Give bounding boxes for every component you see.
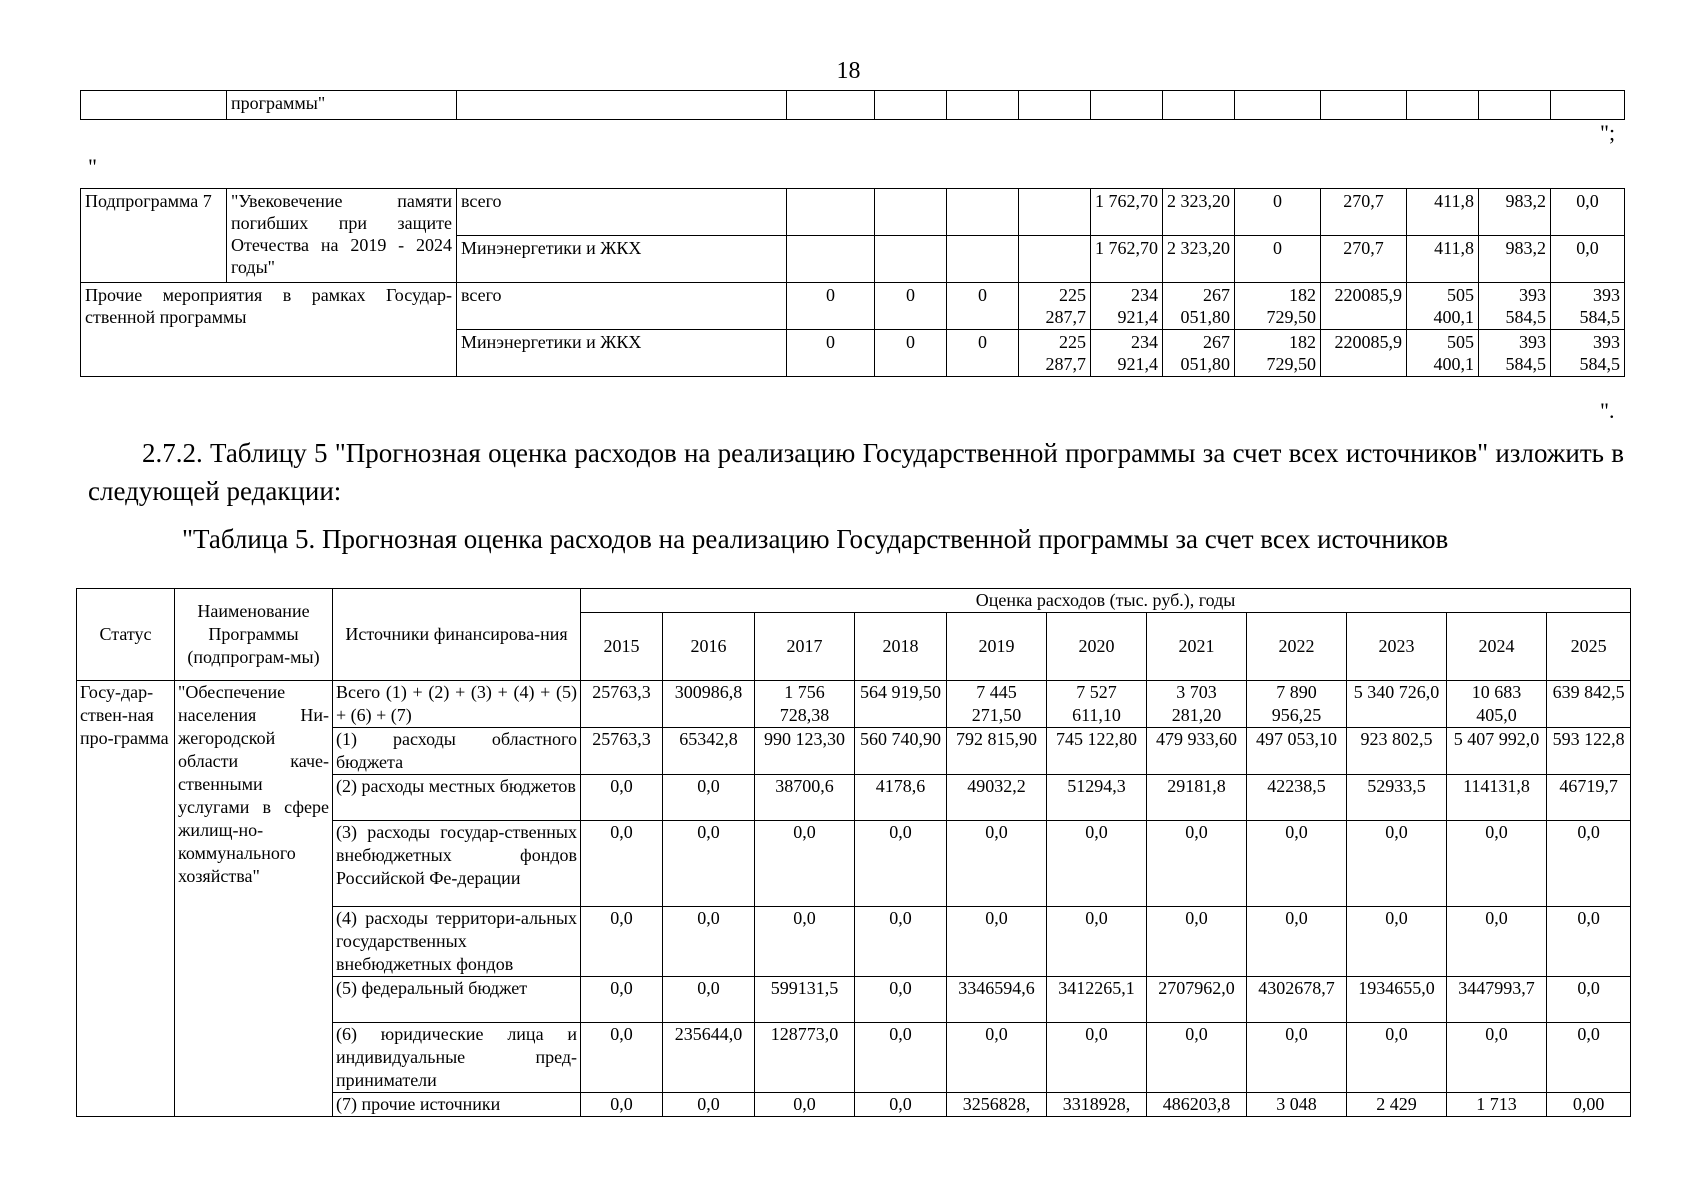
amount-cell: 2707962,0 bbox=[1147, 977, 1247, 1023]
amount-cell: 114131,8 bbox=[1447, 775, 1547, 821]
status-cell: Госу-дар-ствен-ная про-грамма bbox=[77, 681, 175, 1117]
amount-cell: 7 445 271,50 bbox=[947, 681, 1047, 728]
amount-cell: 46719,7 bbox=[1547, 775, 1631, 821]
amount-cell: 0,0 bbox=[663, 1093, 755, 1117]
value-cell: 983,2 bbox=[1479, 189, 1551, 236]
value-cell: 505 400,1 bbox=[1407, 283, 1479, 330]
value-cell: 0,0 bbox=[1551, 236, 1625, 283]
amount-cell: 745 122,80 bbox=[1047, 728, 1147, 775]
amount-cell: 0,0 bbox=[1547, 1023, 1631, 1093]
source-label: всего bbox=[457, 189, 787, 236]
value-cell: 1 762,70 bbox=[1091, 189, 1163, 236]
value-cell: 270,7 bbox=[1321, 236, 1407, 283]
amount-cell: 128773,0 bbox=[755, 1023, 855, 1093]
amount-cell: 3 703 281,20 bbox=[1147, 681, 1247, 728]
amount-cell: 0,0 bbox=[1547, 907, 1631, 977]
source-label: всего bbox=[457, 283, 787, 330]
value-cell: 393 584,5 bbox=[1551, 283, 1625, 330]
amount-cell: 0,00 bbox=[1547, 1093, 1631, 1117]
amount-cell: 0,0 bbox=[581, 775, 663, 821]
value-cell: 983,2 bbox=[1479, 236, 1551, 283]
funding-source-cell: (6) юридические лица и индивидуальные пред-приниматели bbox=[333, 1023, 581, 1093]
amount-cell: 990 123,30 bbox=[755, 728, 855, 775]
amount-cell: 486203,8 bbox=[1147, 1093, 1247, 1117]
subprogram-row bbox=[81, 189, 1625, 236]
value-cell: 267 051,80 bbox=[1163, 283, 1235, 330]
amount-cell: 38700,6 bbox=[755, 775, 855, 821]
amount-cell: 479 933,60 bbox=[1147, 728, 1247, 775]
value-cell bbox=[787, 236, 875, 283]
amount-cell: 3318928, bbox=[1047, 1093, 1147, 1117]
opening-quote-mark: " bbox=[88, 154, 97, 179]
value-cell bbox=[1019, 189, 1091, 236]
amount-cell: 3346594,6 bbox=[947, 977, 1047, 1023]
year-header: 2016 bbox=[663, 613, 755, 681]
top-cell-programs: программы" bbox=[227, 91, 457, 120]
value-cell: 0 bbox=[875, 283, 947, 330]
source-label: Минэнергетики и ЖКХ bbox=[457, 236, 787, 283]
value-cell: 2 323,20 bbox=[1163, 189, 1235, 236]
amount-cell: 560 740,90 bbox=[855, 728, 947, 775]
top-continuation-table bbox=[80, 90, 1625, 120]
year-header: 2020 bbox=[1047, 613, 1147, 681]
amount-cell: 5 340 726,0 bbox=[1347, 681, 1447, 728]
amount-cell: 0,0 bbox=[663, 907, 755, 977]
value-cell: 1 762,70 bbox=[1091, 236, 1163, 283]
amount-cell: 0,0 bbox=[581, 1023, 663, 1093]
value-cell: 505 400,1 bbox=[1407, 330, 1479, 377]
amount-cell: 51294,3 bbox=[1047, 775, 1147, 821]
amount-cell: 0,0 bbox=[581, 1093, 663, 1117]
amount-cell: 0,0 bbox=[581, 907, 663, 977]
amount-cell: 0,0 bbox=[581, 977, 663, 1023]
amount-cell: 29181,8 bbox=[1147, 775, 1247, 821]
amount-cell: 5 407 992,0 bbox=[1447, 728, 1547, 775]
value-cell: 2 323,20 bbox=[1163, 236, 1235, 283]
year-header: 2021 bbox=[1147, 613, 1247, 681]
value-cell: 0 bbox=[1235, 236, 1321, 283]
value-cell bbox=[787, 189, 875, 236]
amount-cell: 3412265,1 bbox=[1047, 977, 1147, 1023]
year-header: 2023 bbox=[1347, 613, 1447, 681]
value-cell: 220085,9 bbox=[1321, 283, 1407, 330]
amount-cell: 0,0 bbox=[755, 907, 855, 977]
amount-cell: 0,0 bbox=[1047, 821, 1147, 907]
header-estimate: Оценка расходов (тыс. руб.), годы bbox=[581, 589, 1631, 613]
amount-cell: 1 756 728,38 bbox=[755, 681, 855, 728]
amount-cell: 0,0 bbox=[1147, 821, 1247, 907]
value-cell: 225 287,7 bbox=[1019, 330, 1091, 377]
other-activities-label: Прочие мероприятия в рамках Государ-ственной программы bbox=[81, 283, 457, 377]
amount-cell: 42238,5 bbox=[1247, 775, 1347, 821]
amount-cell: 25763,3 bbox=[581, 728, 663, 775]
value-cell: 0 bbox=[875, 330, 947, 377]
amount-cell: 52933,5 bbox=[1347, 775, 1447, 821]
amount-cell: 923 802,5 bbox=[1347, 728, 1447, 775]
value-cell: 0,0 bbox=[1551, 189, 1625, 236]
value-cell: 225 287,7 bbox=[1019, 283, 1091, 330]
amount-cell: 639 842,5 bbox=[1547, 681, 1631, 728]
amount-cell: 792 815,90 bbox=[947, 728, 1047, 775]
closing-quote-mark-2: ". bbox=[1600, 398, 1615, 423]
value-cell: 182 729,50 bbox=[1235, 283, 1321, 330]
value-cell: 234 921,4 bbox=[1091, 283, 1163, 330]
value-cell: 0 bbox=[947, 283, 1019, 330]
amount-cell: 0,0 bbox=[855, 907, 947, 977]
amount-cell: 0,0 bbox=[1547, 977, 1631, 1023]
value-cell bbox=[875, 189, 947, 236]
program-name-cell: "Обеспечение населения Ни-жегородской области каче-ственными услугами в сфере жилищ-но-коммунального хозяйства" bbox=[175, 681, 333, 1117]
amount-cell: 0,0 bbox=[1347, 907, 1447, 977]
funding-source-cell: Всего (1) + (2) + (3) + (4) + (5) + (6) + (7) bbox=[333, 681, 581, 728]
amount-cell: 0,0 bbox=[1347, 821, 1447, 907]
value-cell: 393 584,5 bbox=[1479, 330, 1551, 377]
value-cell: 182 729,50 bbox=[1235, 330, 1321, 377]
funding-source-cell: (7) прочие источники bbox=[333, 1093, 581, 1117]
amount-cell: 0,0 bbox=[755, 821, 855, 907]
value-cell: 267 051,80 bbox=[1163, 330, 1235, 377]
subprogram-table bbox=[80, 188, 1625, 377]
closing-quote-mark: "; bbox=[1600, 120, 1616, 145]
amount-cell: 10 683 405,0 bbox=[1447, 681, 1547, 728]
funding-source-cell: (2) расходы местных бюджетов bbox=[333, 775, 581, 821]
funding-source-cell: (1) расходы областного бюджета bbox=[333, 728, 581, 775]
header-status: Статус bbox=[77, 589, 175, 681]
amount-cell: 0,0 bbox=[1247, 1023, 1347, 1093]
amount-cell: 1934655,0 bbox=[1347, 977, 1447, 1023]
value-cell: 0 bbox=[947, 330, 1019, 377]
value-cell bbox=[1019, 236, 1091, 283]
amount-cell: 1 713 bbox=[1447, 1093, 1547, 1117]
amount-cell: 0,0 bbox=[1247, 907, 1347, 977]
amount-cell: 0,0 bbox=[947, 1023, 1047, 1093]
amount-cell: 0,0 bbox=[755, 1093, 855, 1117]
year-header: 2022 bbox=[1247, 613, 1347, 681]
value-cell: 234 921,4 bbox=[1091, 330, 1163, 377]
subprogram-row bbox=[81, 283, 1625, 330]
table5-row bbox=[77, 681, 1631, 728]
amount-cell: 4178,6 bbox=[855, 775, 947, 821]
amount-cell: 0,0 bbox=[663, 977, 755, 1023]
header-sources: Источники финансирова-ния bbox=[333, 589, 581, 681]
source-label: Минэнергетики и ЖКХ bbox=[457, 330, 787, 377]
amount-cell: 0,0 bbox=[1447, 907, 1547, 977]
value-cell: 393 584,5 bbox=[1551, 330, 1625, 377]
amount-cell: 2 429 bbox=[1347, 1093, 1447, 1117]
amount-cell: 7 890 956,25 bbox=[1247, 681, 1347, 728]
amount-cell: 564 919,50 bbox=[855, 681, 947, 728]
amount-cell: 3447993,7 bbox=[1447, 977, 1547, 1023]
amount-cell: 4302678,7 bbox=[1247, 977, 1347, 1023]
value-cell bbox=[875, 236, 947, 283]
year-header: 2018 bbox=[855, 613, 947, 681]
table5-title: "Таблица 5. Прогнозная оценка расходов на реализацию Государственной программы за счет всех источников bbox=[182, 524, 1449, 554]
top-cell-empty bbox=[81, 91, 227, 120]
page-number: 18 bbox=[836, 58, 861, 84]
amount-cell: 3256828, bbox=[947, 1093, 1047, 1117]
amendment-paragraph: 2.7.2. Таблицу 5 "Прогнозная оценка расходов на реализацию Государственной программы за счет всех источников" изложить в следующей редакции: bbox=[88, 438, 1624, 506]
year-header: 2015 bbox=[581, 613, 663, 681]
header-name: Наименование Программы (подпрограм-мы) bbox=[175, 589, 333, 681]
amount-cell: 49032,2 bbox=[947, 775, 1047, 821]
subprogram-label: Подпрограмма 7 bbox=[81, 189, 227, 283]
value-cell bbox=[947, 236, 1019, 283]
table5 bbox=[76, 588, 1631, 1117]
amount-cell: 0,0 bbox=[1047, 907, 1147, 977]
value-cell: 393 584,5 bbox=[1479, 283, 1551, 330]
amount-cell: 0,0 bbox=[663, 775, 755, 821]
amount-cell: 593 122,8 bbox=[1547, 728, 1631, 775]
year-header: 2017 bbox=[755, 613, 855, 681]
funding-source-cell: (3) расходы государ-ственных внебюджетных фондов Российской Фе-дерации bbox=[333, 821, 581, 907]
value-cell: 0 bbox=[787, 283, 875, 330]
amount-cell: 0,0 bbox=[855, 821, 947, 907]
value-cell: 0 bbox=[1235, 189, 1321, 236]
amount-cell: 0,0 bbox=[947, 907, 1047, 977]
year-header: 2025 bbox=[1547, 613, 1631, 681]
amount-cell: 0,0 bbox=[855, 1093, 947, 1117]
subprogram-name: "Увековечение памяти погибших при защите Отечества на 2019 - 2024 годы" bbox=[227, 189, 457, 283]
funding-source-cell: (4) расходы территори-альных государственных внебюджетных фондов bbox=[333, 907, 581, 977]
amount-cell: 0,0 bbox=[947, 821, 1047, 907]
amount-cell: 0,0 bbox=[1447, 821, 1547, 907]
amount-cell: 235644,0 bbox=[663, 1023, 755, 1093]
amount-cell: 65342,8 bbox=[663, 728, 755, 775]
amount-cell: 0,0 bbox=[1247, 821, 1347, 907]
amount-cell: 0,0 bbox=[1347, 1023, 1447, 1093]
year-header: 2019 bbox=[947, 613, 1047, 681]
value-cell: 0 bbox=[787, 330, 875, 377]
amount-cell: 0,0 bbox=[855, 977, 947, 1023]
amount-cell: 0,0 bbox=[1547, 821, 1631, 907]
amount-cell: 0,0 bbox=[855, 1023, 947, 1093]
amount-cell: 25763,3 bbox=[581, 681, 663, 728]
amount-cell: 300986,8 bbox=[663, 681, 755, 728]
amount-cell: 0,0 bbox=[1147, 907, 1247, 977]
value-cell: 411,8 bbox=[1407, 236, 1479, 283]
value-cell: 220085,9 bbox=[1321, 330, 1407, 377]
amount-cell: 0,0 bbox=[663, 821, 755, 907]
amount-cell: 0,0 bbox=[581, 821, 663, 907]
value-cell bbox=[947, 189, 1019, 236]
amount-cell: 599131,5 bbox=[755, 977, 855, 1023]
amount-cell: 0,0 bbox=[1147, 1023, 1247, 1093]
amount-cell: 0,0 bbox=[1447, 1023, 1547, 1093]
year-header: 2024 bbox=[1447, 613, 1547, 681]
funding-source-cell: (5) федеральный бюджет bbox=[333, 977, 581, 1023]
value-cell: 411,8 bbox=[1407, 189, 1479, 236]
amount-cell: 7 527 611,10 bbox=[1047, 681, 1147, 728]
amount-cell: 497 053,10 bbox=[1247, 728, 1347, 775]
value-cell: 270,7 bbox=[1321, 189, 1407, 236]
amount-cell: 3 048 bbox=[1247, 1093, 1347, 1117]
amount-cell: 0,0 bbox=[1047, 1023, 1147, 1093]
